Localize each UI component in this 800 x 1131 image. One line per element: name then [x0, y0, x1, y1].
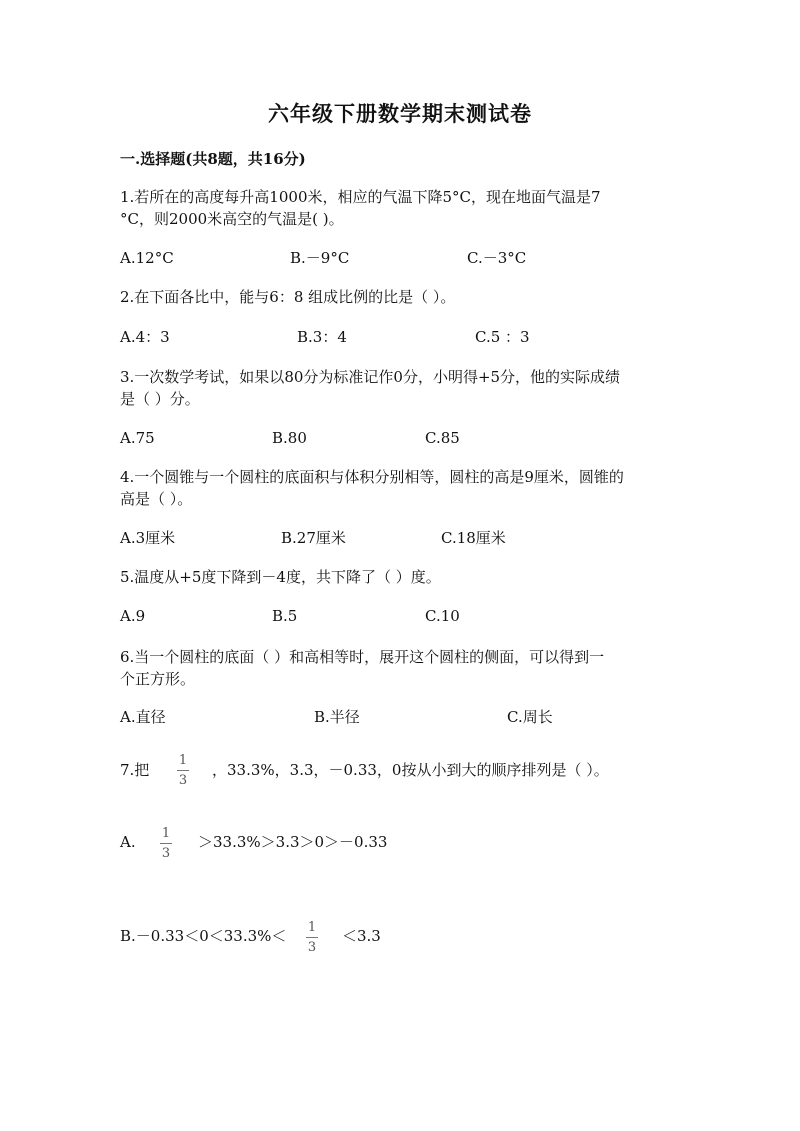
q1-option-a[interactable]: A.12°C [120, 249, 174, 267]
question-3 [120, 366, 620, 410]
fraction-denominator: 3 [161, 846, 171, 861]
q5-option-a[interactable]: A.9 [120, 607, 146, 625]
q7-option-b[interactable]: B.－0.33＜0＜33.3%＜ [120, 927, 287, 945]
q4-option-c[interactable]: C.18厘米 [441, 529, 506, 547]
question-5-line-1: 5.温度从+5度下降到－4度，共下降了（ ）度。 [120, 568, 441, 586]
q7-fraction-numerator: 1 [178, 753, 188, 768]
q7-option-b-text: ＜3.3 [342, 927, 381, 945]
fraction-denominator: 3 [307, 940, 317, 955]
fraction-bar [306, 937, 318, 938]
q2-option-c[interactable]: C.5 ：3 [475, 328, 530, 346]
question-5 [120, 566, 441, 588]
q1-option-b[interactable]: B.－9°C [290, 249, 350, 267]
q7-option-a-text: ＞33.3%＞3.3＞0＞－0.33 [198, 833, 388, 851]
q3-option-a[interactable]: A.75 [120, 429, 155, 447]
question-6-line-2: 个正方形。 [120, 670, 196, 688]
q5-option-b[interactable]: B.5 [272, 607, 298, 625]
q1-option-c[interactable]: C.－3°C [467, 249, 527, 267]
q4-option-b[interactable]: B.27厘米 [281, 529, 346, 547]
question-3-line-2: 是（ ）分。 [120, 390, 200, 408]
q6-option-b[interactable]: B.半径 [314, 708, 360, 726]
q6-option-c[interactable]: C.周长 [507, 708, 553, 726]
page-title: 六年级下册数学期末测试卷 [268, 101, 532, 126]
fraction-bar [177, 770, 189, 771]
question-4-line-1: 4.一个圆锥与一个圆柱的底面积与体积分别相等，圆柱的高是9厘米，圆锥的 [120, 468, 624, 486]
question-1-line-1: 1.若所在的高度每升高1000米，相应的气温下降5°C，现在地面气温是7 [120, 188, 601, 206]
question-2 [120, 286, 455, 308]
fraction-numerator: 1 [161, 826, 171, 841]
q4-option-a[interactable]: A.3厘米 [120, 529, 176, 547]
question-6-line-1: 6.当一个圆柱的底面（ ）和高相等时，展开这个圆柱的侧面，可以得到一 [120, 648, 605, 666]
q2-option-b[interactable]: B.3：4 [297, 328, 347, 346]
fraction-numerator: 1 [307, 920, 317, 935]
q7-option-a[interactable]: A. [120, 833, 136, 851]
question-4 [120, 466, 624, 510]
question-7-text: ，33.3%，3.3，－0.33，0按从小到大的顺序排列是（ ）。 [212, 761, 609, 779]
question-1 [120, 186, 601, 230]
question-3-line-1: 3.一次数学考试，如果以80分为标准记作0分，小明得+5分，他的实际成绩 [120, 368, 621, 386]
q2-option-a[interactable]: A.4：3 [120, 328, 170, 346]
fraction-bar [160, 843, 172, 844]
question-7-prefix: 7.把 [120, 761, 150, 779]
q3-option-c[interactable]: C.85 [425, 429, 460, 447]
q7-fraction [177, 753, 189, 788]
question-1-line-2: °C，则2000米高空的气温是( )。 [120, 210, 344, 228]
question-4-line-2: 高是（ ）。 [120, 490, 193, 508]
q5-option-c[interactable]: C.10 [425, 607, 460, 625]
q7-fraction-denominator: 3 [178, 773, 188, 788]
section-heading: 一.选择题(共8题，共16分) [120, 150, 306, 168]
q7-option-b-fraction [306, 920, 318, 955]
question-2-line-1: 2.在下面各比中，能与6：8 组成比例的比是（ ）。 [120, 288, 456, 306]
question-6 [120, 646, 604, 690]
q7-option-a-fraction [160, 826, 172, 861]
q3-option-b[interactable]: B.80 [272, 429, 307, 447]
q6-option-a[interactable]: A.直径 [120, 708, 166, 726]
